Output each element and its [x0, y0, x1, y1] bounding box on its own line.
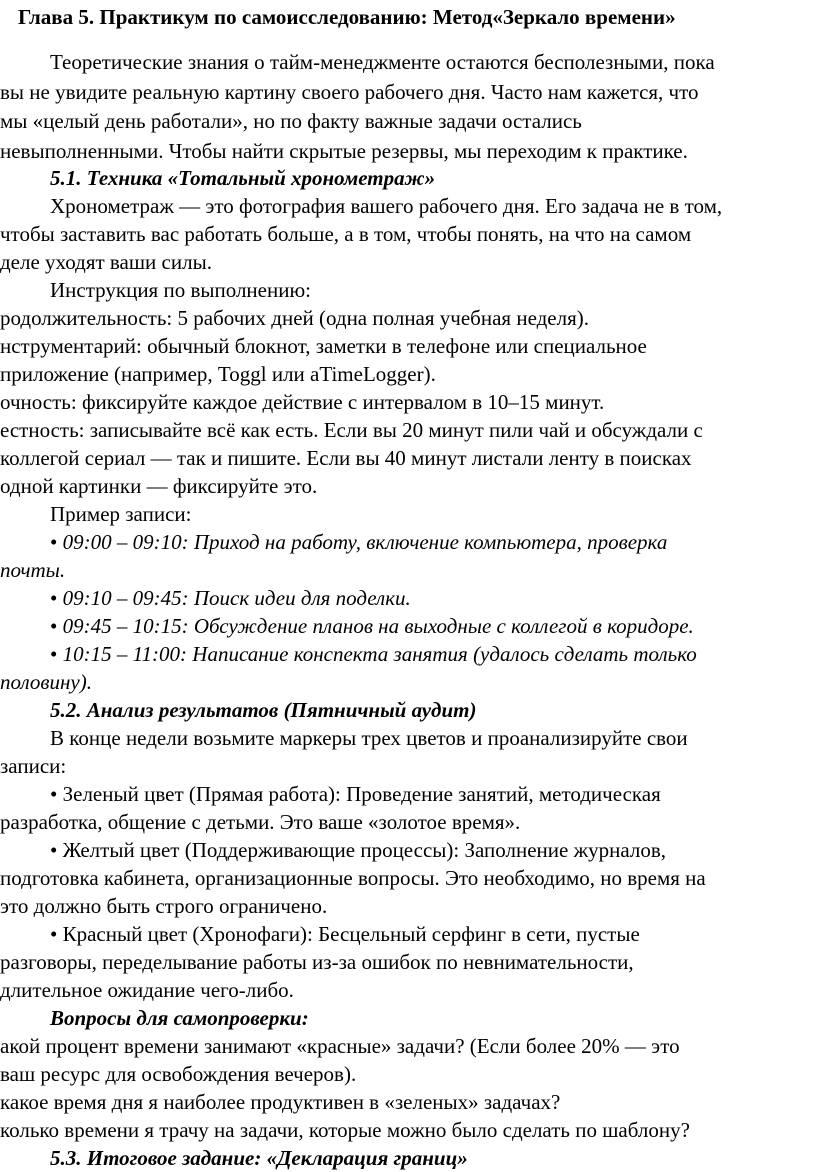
example-item-cont: половину). — [0, 670, 92, 694]
bullet-icon: • — [50, 586, 58, 610]
intro-line: мы «целый день работали», но по факту важные задачи остались — [0, 109, 582, 133]
question-item: какое время дня я наиболее продуктивен в «зеленых» задачах? — [0, 1090, 561, 1114]
color-item-cont: длительное ожидание чего-либо. — [0, 978, 294, 1002]
instruction-item: родолжительность: 5 рабочих дней (одна полная учебная неделя). — [0, 306, 589, 330]
example-item-cont: почты. — [0, 558, 66, 582]
paragraph-line: Хронометраж — это фотография вашего рабочего дня. Его задача не в том, — [50, 194, 723, 218]
instruction-item: приложение (например, Toggl или aTimeLogger). — [0, 362, 436, 386]
instructions-label: Инструкция по выполнению: — [50, 278, 311, 302]
questions-heading: Вопросы для самопроверки: — [50, 1006, 309, 1030]
bullet-icon: • — [50, 838, 58, 862]
question-item-cont: ваш ресурс для освобождения вечеров). — [0, 1062, 357, 1086]
color-item-cont: это должно быть строго ограничено. — [0, 894, 328, 918]
instruction-item: коллегой сериал — так и пишите. Если вы 40 минут листали ленту в поисках — [0, 446, 692, 470]
color-item-yellow: • Желтый цвет (Поддерживающие процессы): Заполнение журналов, — [50, 838, 666, 862]
instruction-item: одной картинки — фиксируйте это. — [0, 474, 318, 498]
color-item-green: • Зеленый цвет (Прямая работа): Проведение занятий, методическая — [50, 782, 661, 806]
page-title: Глава 5. Практикум по самоисследованию: Метод«Зеркало времени» — [18, 5, 676, 29]
instruction-item: нструментарий: обычный блокнот, заметки в телефоне или специальное — [0, 334, 647, 358]
color-item-red: • Красный цвет (Хронофаги): Бесцельный серфинг в сети, пустые — [50, 922, 640, 946]
color-item-cont: подготовка кабинета, организационные вопросы. Это необходимо, но время на — [0, 866, 706, 890]
paragraph-line: деле уходят ваши силы. — [0, 250, 212, 274]
example-item: • 09:45 – 10:15: Обсуждение планов на выходные с коллегой в коридоре. — [50, 614, 694, 638]
question-item: колько времени я трачу на задачи, которые можно было сделать по шаблону? — [0, 1118, 690, 1142]
intro-line: вы не увидите реальную картину своего рабочего дня. Часто нам кажется, что — [0, 80, 699, 104]
section-heading-5-1: 5.1. Техника «Тотальный хронометраж» — [50, 166, 436, 190]
bullet-icon: • — [50, 614, 58, 638]
intro-line: невыполненными. Чтобы найти скрытые резервы, мы переходим к практике. — [0, 139, 688, 163]
section-heading-5-3: 5.3. Итоговое задание: «Декларация границ» — [50, 1146, 468, 1170]
example-item: • 10:15 – 11:00: Написание конспекта занятия (удалось сделать только — [50, 642, 697, 666]
intro-line: Теоретические знания о тайм-менеджменте остаются бесполезными, пока — [50, 50, 715, 74]
bullet-icon: • — [50, 782, 58, 806]
paragraph-line: В конце недели возьмите маркеры трех цветов и проанализируйте свои — [50, 726, 688, 750]
example-label: Пример записи: — [50, 502, 192, 526]
instruction-item: очность: фиксируйте каждое действие с интервалом в 10–15 минут. — [0, 390, 605, 414]
bullet-icon: • — [50, 642, 58, 666]
color-item-cont: разговоры, переделывание работы из-за ошибок по невнимательности, — [0, 950, 634, 974]
example-item: • 09:00 – 09:10: Приход на работу, включение компьютера, проверка — [50, 530, 668, 554]
paragraph-line: записи: — [0, 754, 67, 778]
example-item: • 09:10 – 09:45: Поиск идеи для поделки. — [50, 586, 411, 610]
instruction-item: естность: записывайте всё как есть. Если вы 20 минут пили чай и обсуждали с — [0, 418, 703, 442]
section-heading-5-2: 5.2. Анализ результатов (Пятничный аудит) — [50, 698, 477, 722]
paragraph-line: чтобы заставить вас работать больше, а в том, чтобы понять, на что на самом — [0, 222, 692, 246]
bullet-icon: • — [50, 530, 58, 554]
bullet-icon: • — [50, 922, 58, 946]
color-item-cont: разработка, общение с детьми. Это ваше «золотое время». — [0, 810, 521, 834]
question-item: акой процент времени занимают «красные» задачи? (Если более 20% — это — [0, 1034, 680, 1058]
